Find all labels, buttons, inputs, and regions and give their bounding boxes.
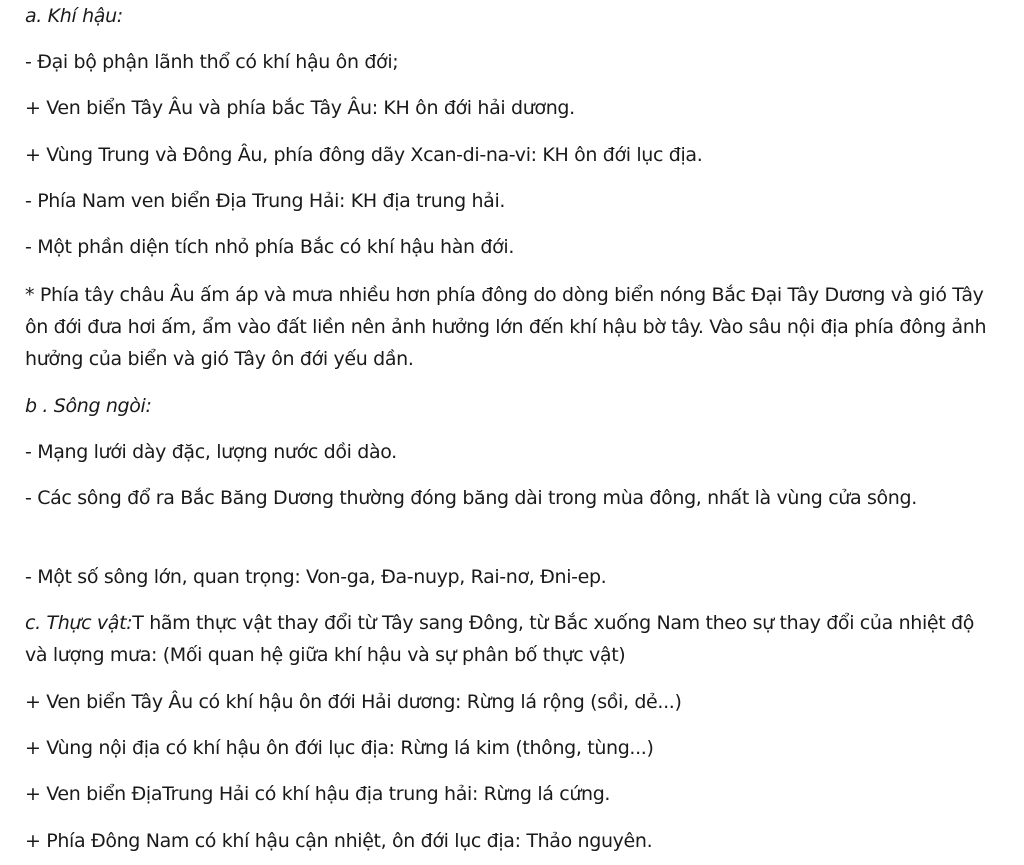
climate-line-2: + Ven biển Tây Âu và phía bắc Tây Âu: KH ôn đới hải dương. — [25, 97, 575, 119]
vegetation-intro: T hãm thực vật thay đổi từ Tây sang Đông, từ Bắc xuống Nam theo sự thay đổi của nhiệt độ và lượng mưa: (Mối quan hệ giữa khí hậu và sự phân bố thực vật) — [25, 612, 975, 666]
vegetation-line-2: + Vùng nội địa có khí hậu ôn đới lục địa: Rừng lá kim (thông, tùng...) — [25, 737, 654, 759]
climate-heading: a. Khí hậu: — [25, 5, 123, 27]
rivers-line-3: - Một số sông lớn, quan trọng: Von-ga, Đa-nuyp, Rai-nơ, Đni-ep. — [25, 566, 607, 588]
vegetation-line-1: + Ven biển Tây Âu có khí hậu ôn đới Hải dương: Rừng lá rộng (sồi, dẻ...) — [25, 691, 682, 713]
rivers-heading: b . Sông ngòi: — [25, 395, 152, 417]
vegetation-heading: c. Thực vật: — [25, 612, 133, 634]
climate-note: * Phía tây châu Âu ấm áp và mưa nhiều hơn phía đông do dòng biển nóng Bắc Đại Tây Dương và gió Tây ôn đới đưa hơi ấm, ẩm vào đất liền nên ảnh hưởng lớn đến khí hậu bờ tây. Vào sâu nội địa phía đông ảnh hưởng của biển và gió Tây ôn đới yếu dần. — [25, 284, 987, 370]
climate-line-4: - Phía Nam ven biển Địa Trung Hải: KH địa trung hải. — [25, 190, 506, 212]
vegetation-line-4: + Phía Đông Nam có khí hậu cận nhiệt, ôn đới lục địa: Thảo nguyên. — [25, 830, 653, 852]
climate-line-5: - Một phần diện tích nhỏ phía Bắc có khí hậu hàn đới. — [25, 236, 515, 258]
climate-line-1: - Đại bộ phận lãnh thổ có khí hậu ôn đới; — [25, 51, 399, 73]
climate-line-3: + Vùng Trung và Đông Âu, phía đông dãy Xcan-di-na-vi: KH ôn đới lục địa. — [25, 144, 703, 166]
vegetation-line-3: + Ven biển ĐịaTrung Hải có khí hậu địa trung hải: Rừng lá cứng. — [25, 783, 611, 805]
rivers-line-2: - Các sông đổ ra Bắc Băng Dương thường đóng băng dài trong mùa đông, nhất là vùng cửa sông. — [25, 487, 917, 509]
rivers-line-1: - Mạng lưới dày đặc, lượng nước dồi dào. — [25, 441, 397, 463]
vegetation-paragraph — [25, 607, 995, 671]
